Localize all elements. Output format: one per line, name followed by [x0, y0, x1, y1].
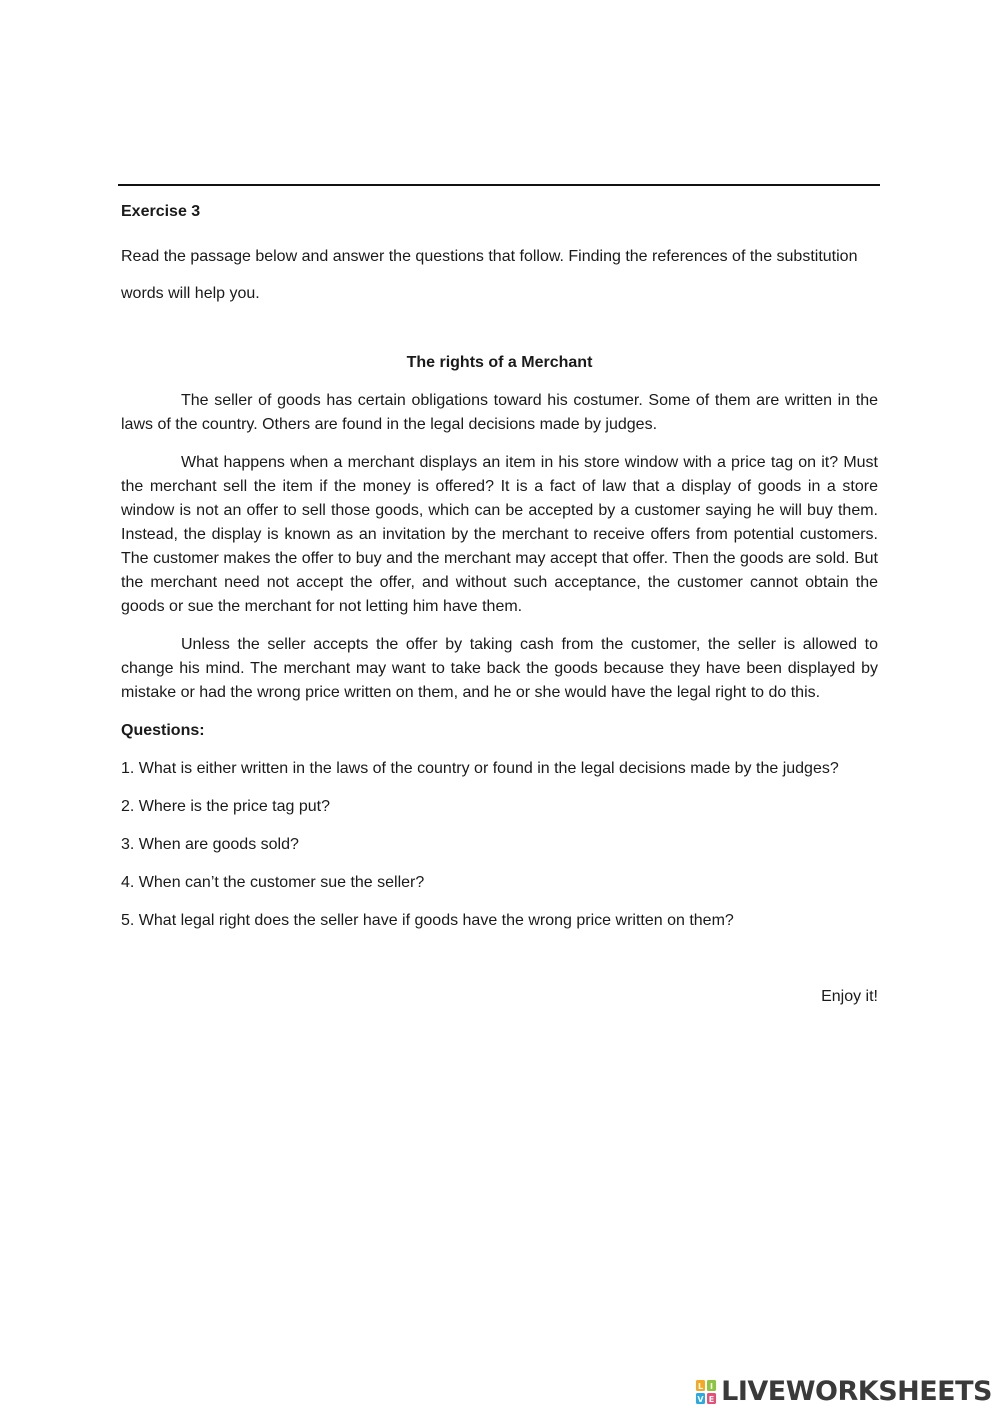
liveworksheets-brand[interactable] — [695, 1377, 992, 1407]
passage-paragraph-3: Unless the seller accepts the offer by taking cash from the customer, the seller is allowed to change his mind. The merchant may want to take back the goods because they have been displayed by mistake or had the wrong price written on them, and he or she would have the legal right to do this. — [121, 636, 878, 701]
header-divider — [118, 184, 880, 186]
closing-text: Enjoy it! — [821, 988, 878, 1005]
svg-text:E: E — [708, 1395, 715, 1404]
passage-title: The rights of a Merchant — [406, 354, 593, 371]
passage-paragraph-1: The seller of goods has certain obligations toward his costumer. Some of them are written in the laws of the country. Others are found in the legal decisions made by judges. — [121, 392, 878, 433]
worksheet-content — [121, 200, 878, 1009]
question-2: 2. Where is the price tag put? — [121, 798, 330, 815]
exercise-instructions: Read the passage below and answer the questions that follow. Finding the references of the substitution words will help you. — [121, 248, 858, 302]
questions-heading: Questions: — [121, 722, 205, 739]
svg-text:V: V — [697, 1395, 704, 1404]
passage-paragraph-2: What happens when a merchant displays an item in his store window with a price tag on it? Must the merchant sell the item if the money is offered? It is a fact of law that a display of goods in a store window is not an offer to sell those goods, which can be accepted by a customer saying he will buy them. Instead, the display is known as an invitation by the merchant to receive offers from potential customers. The customer makes the offer to buy and the merchant may accept that offer. Then the goods are sold. But the merchant need not accept the offer, and without such acceptance, the customer cannot obtain the goods or sue the merchant for not letting him have them. — [121, 454, 878, 615]
svg-text:L: L — [698, 1382, 704, 1391]
brand-name: LIVEWORKSHEETS — [721, 1376, 992, 1407]
svg-text:I: I — [710, 1382, 714, 1391]
question-1: 1. What is either written in the laws of the country or found in the legal decisions made by the judges? — [121, 760, 839, 777]
question-4: 4. When can’t the customer sue the seller? — [121, 874, 425, 891]
liveworksheets-logo-icon — [695, 1379, 717, 1405]
question-3: 3. When are goods sold? — [121, 836, 299, 853]
exercise-title: Exercise 3 — [121, 203, 201, 220]
question-5: 5. What legal right does the seller have if goods have the wrong price written on them? — [121, 912, 734, 929]
